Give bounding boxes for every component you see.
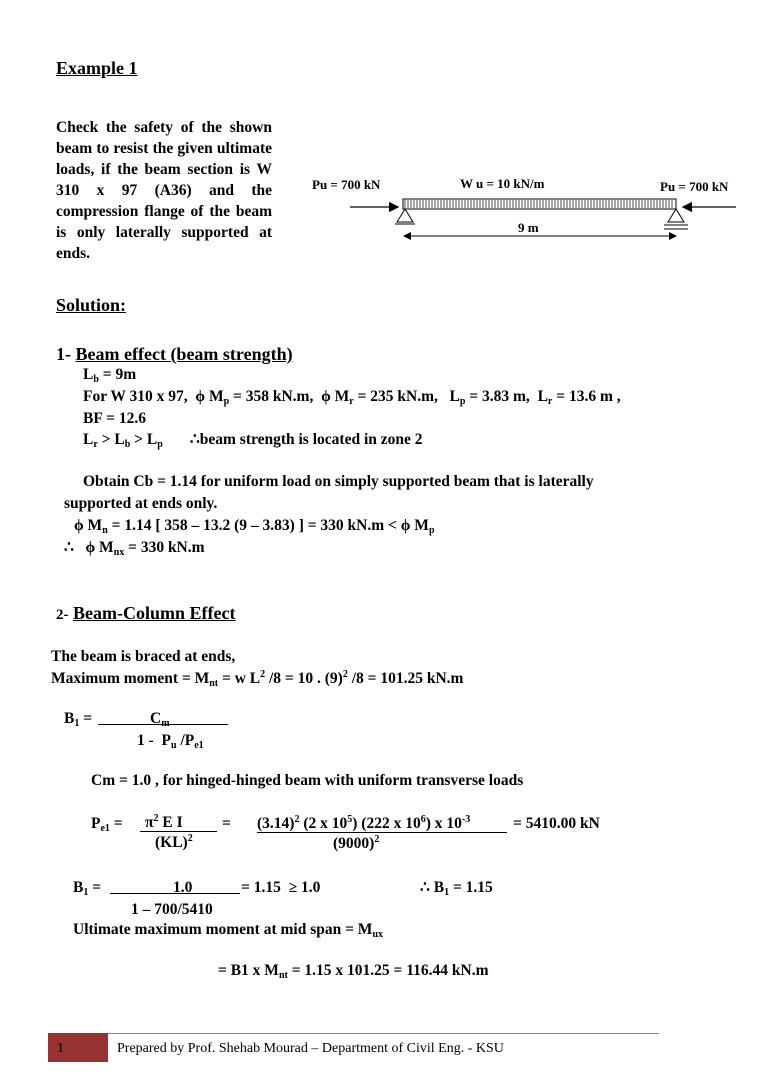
bf-line: BF = 12.6 — [83, 410, 146, 427]
max-moment-line: Maximum moment = $M_{nt} = w$ $L^2$ /8 = 10 . $(9)^2$ /8 = 101.25 kN.m — [51, 669, 464, 689]
b1-final-value: = 1.15 — [452, 879, 493, 896]
mn-expression: = 1.14 [ 358 – 13.2 (9 – 3.83) ] = 330 kN.m < — [111, 517, 397, 534]
footer-text: Prepared by Prof. Shehab Mourad – Department of Civil Eng. - KSU — [117, 1041, 504, 1056]
b1-formula-numerator: $C_m$ — [150, 710, 170, 729]
pe1-result: = 5410.00 kN — [513, 815, 600, 832]
section-props-line: For W 310 x 97, ϕ $M_p = 358$ kN.m, ϕ $M_r = 235$ kN.m, $L_p = 3.83$ m, $L_r = 13.6$ m , — [83, 388, 621, 407]
pe1-fraction-bar — [140, 831, 217, 832]
max-moment-label: Maximum moment = M — [51, 670, 210, 687]
mnx-value: = 330 kN.m — [128, 539, 205, 556]
right-load-label: Pu = 700 kN — [660, 179, 729, 194]
left-load-label: Pu = 700 kN — [312, 177, 381, 192]
section-props-label: For W 310 x 97, — [83, 388, 188, 405]
pe1-numerator: $\pi^2$ E I — [145, 813, 183, 831]
mn-line: ϕ $M_n = 1.14$ [ 358 – 13.2 (9 – 3.83) ] = 330 kN.m < ϕ $M_p$ — [74, 517, 435, 536]
section2-heading — [56, 604, 235, 623]
page-number: 1 — [57, 1041, 64, 1056]
beam-diagram — [0, 0, 768, 260]
span-label: 9 m — [518, 220, 539, 235]
mr-value: = 235 kN.m, — [357, 388, 438, 405]
footer-rule — [108, 1033, 659, 1034]
pe1-sub-numerator: $(3.14)^2$ (2 x $10^5$) (222 x $10^6$) x $10^{-3}$ — [257, 814, 471, 832]
zone-text: beam strength is located in zone 2 — [199, 431, 423, 448]
problem-statement: Check the safety of the shown beam to resist the given ultimate loads, if the beam section is W 310 x 97 (A36) and the compression flange of the beam is only laterally supported at ends. — [56, 119, 272, 262]
section2-number: 2- — [56, 607, 69, 623]
distributed-load-hatch — [405, 200, 672, 208]
mnx-line: ∴ ϕ $M_{nx} = 330$ kN.m — [64, 539, 205, 558]
pe1-sub-fraction-bar — [257, 832, 507, 833]
page-title: Example 1 — [56, 58, 138, 78]
pe1-denominator: (KL)$^2$ — [155, 833, 193, 851]
lb-line: $L_b = 9m$ — [83, 366, 137, 385]
final-moment-b: = 1.15 x 101.25 = 116.44 kN.m — [291, 962, 489, 979]
b1-formula-fraction-bar — [98, 724, 228, 725]
section2-title: Beam-Column Effect — [73, 603, 236, 623]
final-moment-line: = B1 x $M_{nt} = 1.15$ x 101.25 = 116.44 kN.m — [218, 962, 489, 981]
b1-ge-value: 1.0 — [300, 879, 321, 896]
cb-line-1: Obtain Cb = 1.14 for uniform load on simply supported beam that is laterally — [83, 473, 594, 490]
section1-title: Beam effect (beam strength) — [75, 344, 293, 364]
distributed-load-label: W u = 10 kN/m — [460, 176, 545, 191]
section1-heading — [56, 345, 293, 363]
b1-denominator: 1 – 700/5410 — [131, 901, 213, 918]
section1-number: 1- — [56, 344, 71, 364]
max-moment-c: /8 = 10 . (9) — [268, 670, 343, 687]
b1-result: = 1.15 ≥ 1.0 — [241, 879, 321, 896]
left-support — [397, 209, 413, 222]
mp-value: = 358 kN.m, — [233, 388, 314, 405]
cm-line: Cm = 1.0 , for hinged-hinged beam with uniform transverse loads — [91, 772, 524, 789]
pe1-equals: = — [222, 815, 231, 832]
b1-formula-denominator: $1 - P_u$ $/P_{e1}$ — [137, 732, 204, 751]
right-support — [668, 209, 684, 222]
cb-line-2: supported at ends only. — [64, 495, 218, 512]
b1-value-label: $B_1$ = — [73, 879, 102, 898]
lb-value: = 9m — [102, 366, 137, 383]
max-moment-b: = w L — [221, 670, 261, 687]
b1-fraction-bar — [110, 893, 240, 894]
b1-formula-label: $B_1$ = — [64, 710, 93, 729]
b1-final: ∴ $B_1 = 1.15$ — [420, 879, 493, 898]
zone-line: $L_r > L_b > L_p$ ∴beam strength is located in zone 2 — [83, 431, 423, 450]
ultimate-moment-line: Ultimate maximum moment at mid span = $M_{ux}$ — [73, 921, 383, 940]
lp-value: = 3.83 m, — [469, 388, 530, 405]
ultimate-moment-text: Ultimate maximum moment at mid span = M — [73, 921, 373, 938]
solution-heading: Solution: — [56, 295, 127, 315]
lr-value: = 13.6 m , — [556, 388, 621, 405]
pe1-sub-denominator: $(9000)^2$ — [333, 834, 380, 852]
pe1-label: $P_{e1}$ = — [91, 815, 123, 834]
max-moment-d: /8 = 101.25 kN.m — [351, 670, 464, 687]
final-moment-a: = B1 x M — [218, 962, 279, 979]
b1-value: = 1.15 — [241, 879, 281, 896]
braced-line: The beam is braced at ends, — [51, 648, 236, 665]
b1-numerator: 1.0 — [173, 879, 193, 896]
